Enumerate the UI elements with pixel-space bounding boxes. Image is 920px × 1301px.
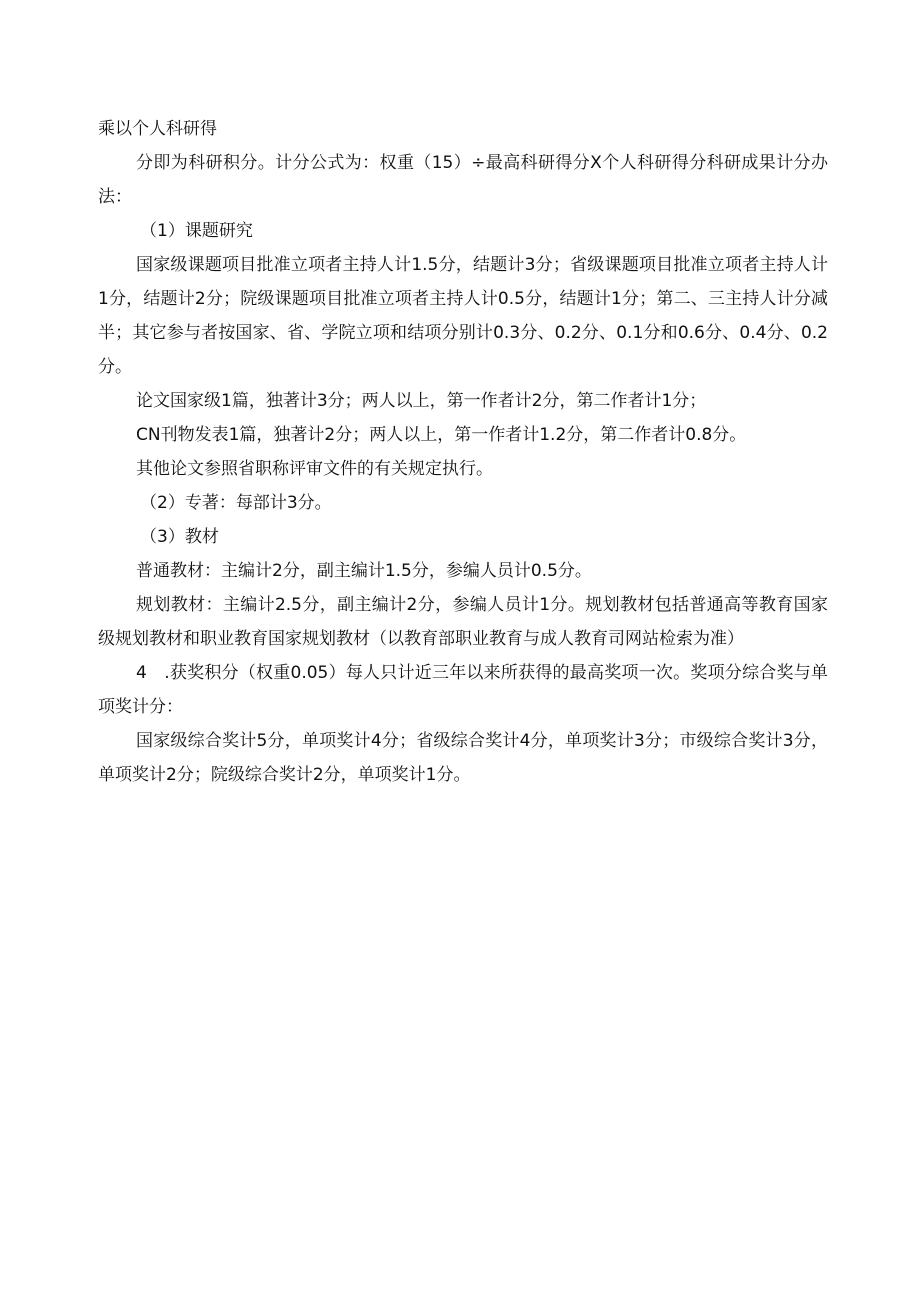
paragraph-ordinary-textbook: 普通教材：主编计2分，副主编计1.5分，参编人员计0.5分。: [136, 561, 592, 581]
paragraph-formula: 分即为科研积分。计分公式为：权重（15）÷最高科研得分X个人科研得分科研成果计分办法：: [98, 153, 828, 207]
heading-textbook: （3）教材: [140, 527, 219, 547]
paragraph-cn-journal: CN刊物发表1篇，独著计2分；两人以上，第一作者计1.2分，第二作者计0.8分。: [136, 425, 747, 445]
paragraph-national-paper: 论文国家级1篇，独著计3分；两人以上，第一作者计2分，第二作者计1分；: [136, 391, 707, 411]
paragraph-award-scoring: 国家级综合奖计5分，单项奖计4分；省级综合奖计4分，单项奖计3分；市级综合奖计3分，单项奖计2分；院级综合奖计2分，单项奖计1分。: [98, 731, 828, 785]
paragraph-other-papers: 其他论文参照省职称评审文件的有关规定执行。: [136, 459, 493, 479]
heading-project-research: （1）课题研究: [140, 221, 253, 241]
document-body: [98, 112, 828, 792]
paragraph-continuation: 乘以个人科研得: [98, 119, 217, 139]
paragraph-planned-textbook: 规划教材：主编计2.5分，副主编计2分，参编人员计1分。规划教材包括普通高等教育国家级规划教材和职业教育国家规划教材（以教育部职业教育与成人教育司网站检索为准）: [98, 595, 828, 649]
paragraph-project-scoring: 国家级课题项目批准立项者主持人计1.5分，结题计3分；省级课题项目批准立项者主持人计1分，结题计2分；院级课题项目批准立项者主持人计0.5分，结题计1分；第二、三主持人计分减半；其它参与者按国家、省、学院立项和结项分别计0.3分、0.2分、0.1分和0.6分、0.4分、0.2分。: [98, 255, 828, 377]
heading-monograph: （2）专著：每部计3分。: [140, 493, 332, 513]
paragraph-award-points: 4 .获奖积分（权重0.05）每人只计近三年以来所获得的最高奖项一次。奖项分综合奖与单项奖计分：: [98, 663, 828, 717]
